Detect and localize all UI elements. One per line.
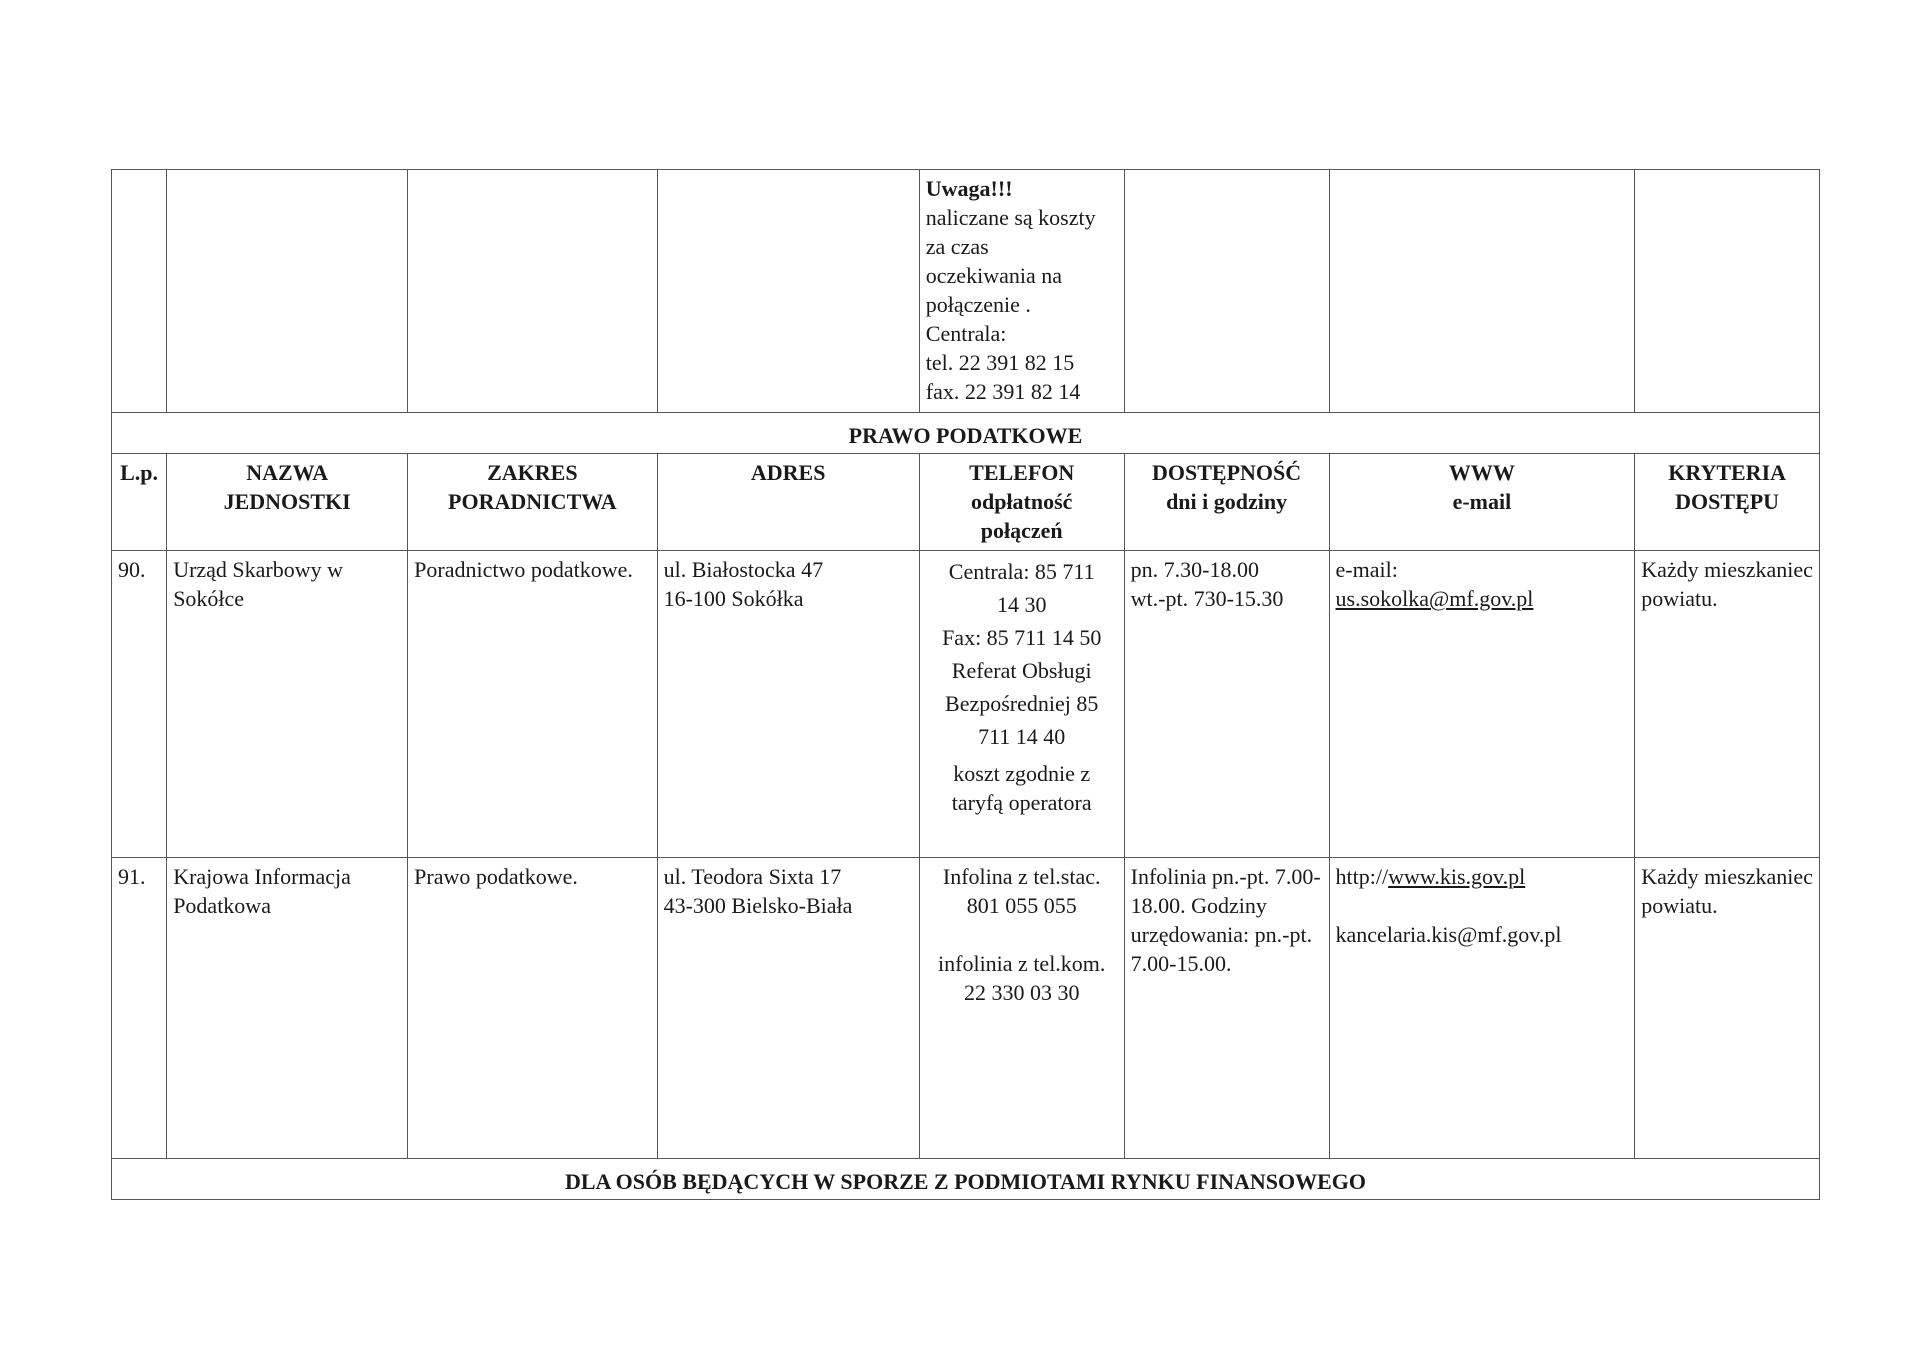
phone-cost-line: taryfą operatora <box>951 790 1092 815</box>
cell-address <box>657 858 919 1159</box>
continuation-row <box>112 170 1820 413</box>
header-lp <box>112 454 167 551</box>
phone-line: 801 055 055 <box>966 893 1077 918</box>
note-title: Uwaga!!! <box>925 176 1013 201</box>
address-line: 16-100 Sokółka <box>663 586 804 611</box>
header-scope <box>408 454 657 551</box>
header-availability-line1: DOSTĘPNOŚĆ <box>1152 460 1302 485</box>
note-line: naliczane są koszty <box>925 205 1096 230</box>
note-line: tel. 22 391 82 15 <box>925 350 1075 375</box>
header-criteria <box>1635 454 1820 551</box>
services-table <box>111 169 1820 1200</box>
cell-empty <box>112 170 167 413</box>
header-criteria-line2: DOSTĘPU <box>1675 489 1780 514</box>
section-row-tax <box>112 413 1820 454</box>
header-scope-line1: ZAKRES <box>487 460 578 485</box>
note-line: za czas <box>925 234 989 259</box>
cell-scope: Poradnictwo podatkowe. <box>408 551 657 858</box>
cell-empty <box>167 170 408 413</box>
header-www <box>1329 454 1635 551</box>
cell-phone <box>919 858 1124 1159</box>
cell-www <box>1329 858 1635 1159</box>
header-www-line2: e-mail <box>1452 489 1512 514</box>
address-line: 43-300 Bielsko-Biała <box>663 893 853 918</box>
header-name-line2: JEDNOSTKI <box>223 489 351 514</box>
header-phone-line3: połączeń <box>980 518 1063 543</box>
cell-www <box>1329 551 1635 858</box>
table-row <box>112 858 1820 1159</box>
cell-empty <box>1329 170 1635 413</box>
address-line: ul. Teodora Sixta 17 <box>663 864 842 889</box>
note-line: Centrala: <box>925 321 1007 346</box>
section-title-tax: PRAWO PODATKOWE <box>112 413 1820 454</box>
email-text[interactable]: kancelaria.kis@mf.gov.pl <box>1335 922 1562 947</box>
cell-criteria: Każdy mieszkaniec powiatu. <box>1635 858 1820 1159</box>
header-row <box>112 454 1820 551</box>
cell-lp: 90. <box>112 551 167 858</box>
phone-cost-line: koszt zgodnie z <box>953 761 1091 786</box>
hours-line: pn. 7.30-18.00 <box>1130 557 1259 582</box>
cell-empty <box>408 170 657 413</box>
header-lp-text: L.p. <box>120 460 159 485</box>
hours-line: wt.-pt. 730-15.30 <box>1130 586 1284 611</box>
table-row <box>112 551 1820 858</box>
spacer <box>1336 891 1629 920</box>
phone-line: Infolina z tel.stac. <box>942 864 1101 889</box>
header-name-line1: NAZWA <box>246 460 329 485</box>
cell-name: Krajowa Informacja Podatkowa <box>167 858 408 1159</box>
header-phone <box>919 454 1124 551</box>
header-availability-line2: dni i godziny <box>1166 489 1288 514</box>
spacer <box>926 920 1118 949</box>
cell-address <box>657 551 919 858</box>
note-cell <box>919 170 1124 413</box>
header-criteria-line1: KRYTERIA <box>1668 460 1787 485</box>
cell-empty <box>657 170 919 413</box>
email-link[interactable]: us.sokolka@mf.gov.pl <box>1335 586 1534 611</box>
phone-line: 22 330 03 30 <box>963 980 1080 1005</box>
cell-criteria: Każdy mieszkaniec powiatu. <box>1635 551 1820 858</box>
phone-line: infolinia z tel.kom. <box>938 951 1106 976</box>
note-line: oczekiwania na <box>925 263 1062 288</box>
phone-line: Referat Obsługi <box>951 658 1092 683</box>
email-label: e-mail: <box>1335 557 1398 582</box>
phone-line: Centrala: 85 711 <box>948 559 1095 584</box>
cell-empty <box>1124 170 1329 413</box>
address-line: ul. Białostocka 47 <box>663 557 824 582</box>
header-scope-line2: PORADNICTWA <box>448 489 617 514</box>
note-line: fax. 22 391 82 14 <box>925 379 1081 404</box>
phone-line: 14 30 <box>996 592 1047 617</box>
www-line <box>1336 862 1629 891</box>
note-line: połączenie . <box>925 292 1031 317</box>
cell-lp: 91. <box>112 858 167 1159</box>
phone-line: Fax: 85 711 14 50 <box>942 625 1102 650</box>
cell-name: Urząd Skarbowy w Sokółce <box>167 551 408 858</box>
cell-phone <box>919 551 1124 858</box>
phone-line: 711 14 40 <box>978 724 1066 749</box>
cell-scope: Prawo podatkowe. <box>408 858 657 1159</box>
header-phone-line2: odpłatność <box>970 489 1073 514</box>
header-address <box>657 454 919 551</box>
header-availability <box>1124 454 1329 551</box>
cell-empty <box>1635 170 1820 413</box>
phone-line: Bezpośredniej 85 <box>945 691 1099 716</box>
cell-hours: Infolinia pn.-pt. 7.00-18.00. Godziny urzędowania: pn.-pt. 7.00-15.00. <box>1124 858 1329 1159</box>
header-phone-line1: TELEFON <box>969 460 1075 485</box>
www-link[interactable]: www.kis.gov.pl <box>1388 864 1526 889</box>
header-www-line1: WWW <box>1448 460 1515 485</box>
www-prefix: http:// <box>1335 864 1389 889</box>
header-address-text: ADRES <box>750 460 826 485</box>
cell-hours <box>1124 551 1329 858</box>
section-title-finance: DLA OSÓB BĘDĄCYCH W SPORZE Z PODMIOTAMI RYNKU FINANSOWEGO <box>112 1159 1820 1200</box>
section-row-finance <box>112 1159 1820 1200</box>
header-name <box>167 454 408 551</box>
